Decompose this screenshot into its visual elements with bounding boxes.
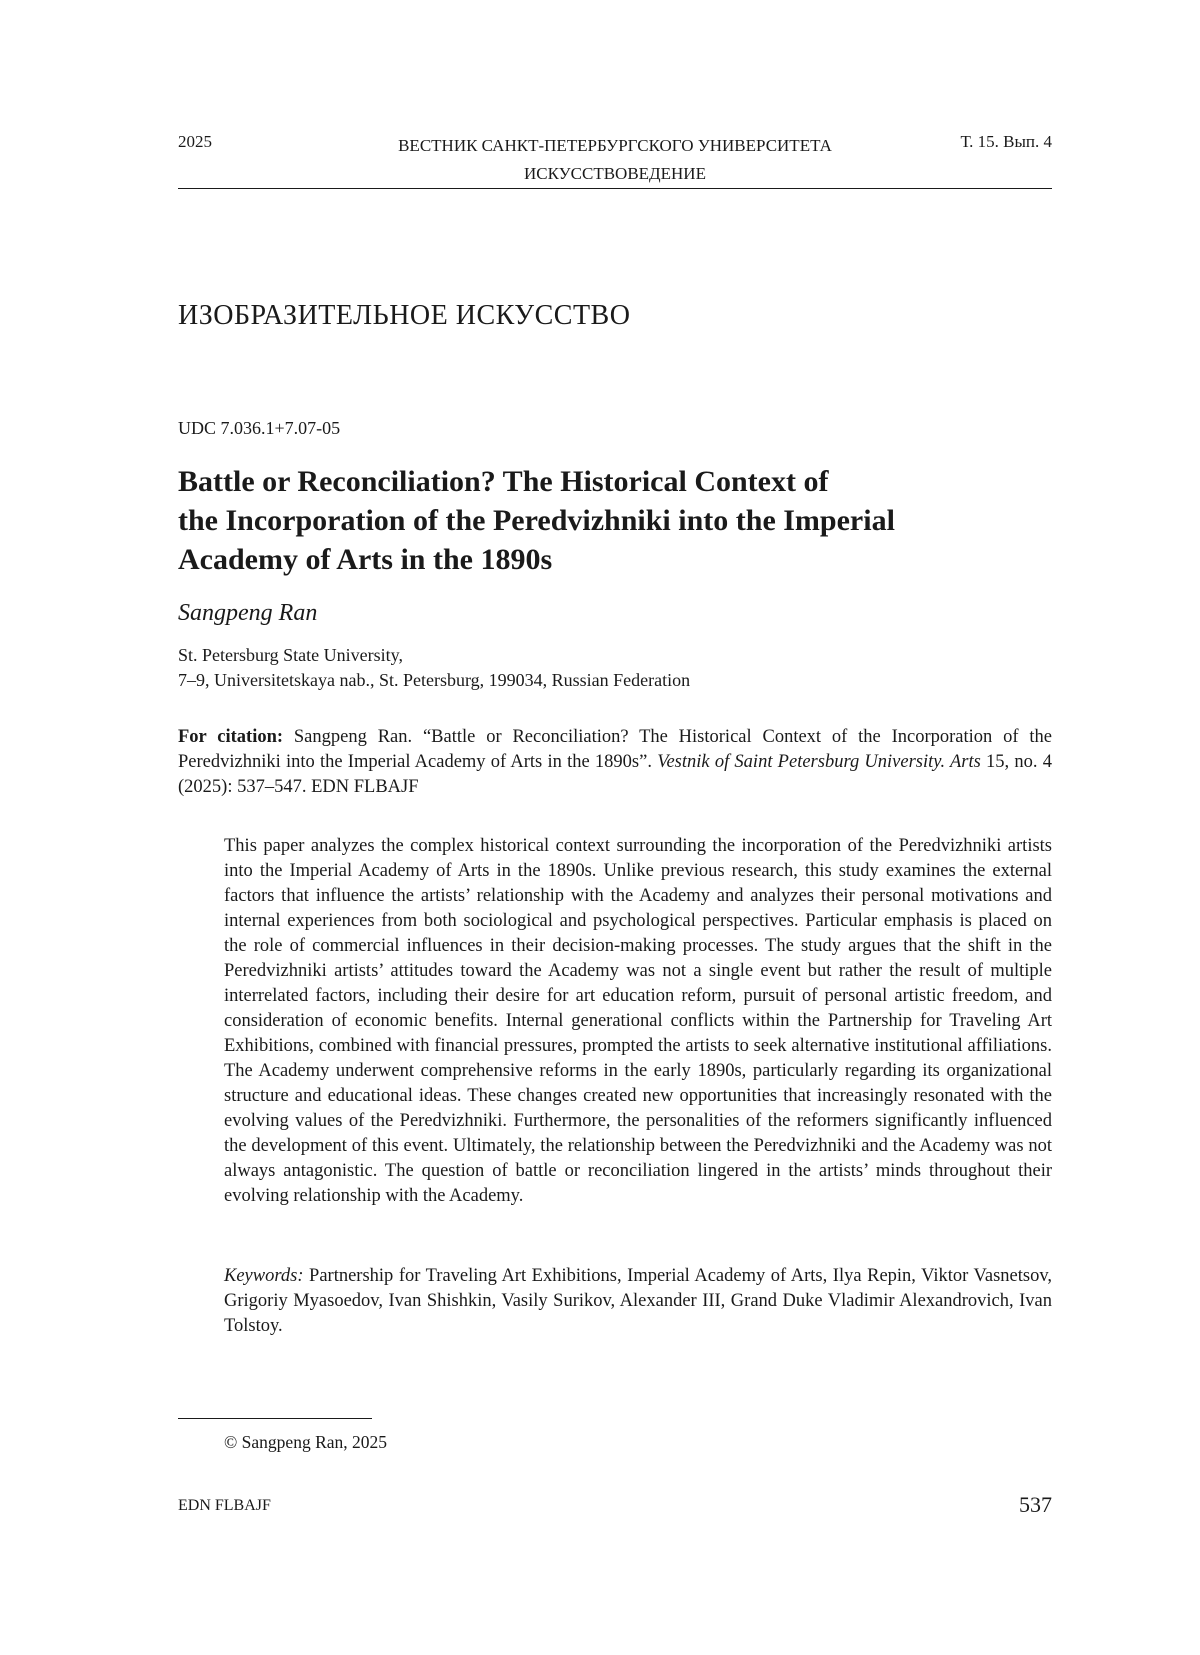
author-affiliation bbox=[178, 643, 690, 693]
header-year: 2025 bbox=[178, 132, 212, 151]
affiliation-line1: St. Petersburg State University, bbox=[178, 645, 403, 665]
citation-text: Sangpeng Ran. “Battle or Reconciliation? The Historical Context of the Incorporation of the Peredvizhniki into the Imperial Academy of Arts in the 1890s”. bbox=[178, 727, 1052, 772]
citation-tail: 15, no. 4 (2025): 537–547. EDN FLBAJF bbox=[178, 752, 1053, 797]
citation bbox=[178, 725, 1052, 800]
page-number: 537 bbox=[1019, 1492, 1052, 1517]
affiliation-line2: 7–9, Universitetskaya nab., St. Petersburg, 199034, Russian Federation bbox=[178, 670, 691, 690]
footnote-divider bbox=[178, 1418, 372, 1419]
citation-label: For citation: bbox=[178, 727, 284, 747]
udc-code: UDC 7.036.1+7.07-05 bbox=[178, 418, 341, 438]
keywords-text: Partnership for Traveling Art Exhibitions, Imperial Academy of Arts, Ilya Repin, Viktor Vasnetsov, Grigoriy Myasoedov, Ivan Shishkin, Vasily Surikov, Alexander III, Grand Duke Vladimir Alexandrovich, Ivan Tolstoy. bbox=[224, 1266, 1052, 1336]
header-volume: Т. 15. Вып. 4 bbox=[960, 132, 1052, 151]
header-journal-title bbox=[178, 132, 1052, 188]
article-page bbox=[178, 0, 1052, 1655]
header-journal-line1: ВЕСТНИК САНКТ-ПЕТЕРБУРГСКОГО УНИВЕРСИТЕТА bbox=[398, 136, 832, 155]
article-title-line: the Incorporation of the Peredvizhniki into the Imperial bbox=[178, 504, 895, 537]
article-title bbox=[178, 462, 1052, 579]
author-name: Sangpeng Ran bbox=[178, 600, 318, 626]
article-title-line: Academy of Arts in the 1890s bbox=[178, 543, 553, 576]
copyright-notice: © Sangpeng Ran, 2025 bbox=[224, 1432, 388, 1452]
citation-journal: Vestnik of Saint Petersburg University. Arts bbox=[657, 752, 981, 772]
article-title-line: Battle or Reconciliation? The Historical Context of bbox=[178, 465, 829, 498]
running-header bbox=[178, 130, 1052, 189]
abstract: This paper analyzes the complex historical context surrounding the incorporation of the Peredvizhniki artists into the Imperial Academy of Arts in the 1890s. Unlike previous research, this study examines the external factors that influence the artists’ relationship with the Academy and analyzes their personal motivations and internal experiences from both sociological and psychological perspectives. Particular emphasis is placed on the role of commercial influences in their decision-making processes. The study argues that the shift in the Peredvizhniki artists’ attitudes toward the Academy was not a single event but rather the result of multiple interrelated factors, including their desire for art education reform, pursuit of personal artistic freedom, and consideration of economic benefits. Internal generational conflicts within the Partnership for Traveling Art Exhibitions, combined with financial pressures, prompted the artists to seek alternative institutional affiliations. The Academy underwent comprehensive reforms in the early 1890s, particularly regarding its organizational structure and educational ideas. These changes created new opportunities that increasingly resonated with the evolving values of the Peredvizhniki. Furthermore, the personalities of the reformers significantly influenced the development of this event. Ultimately, the relationship between the Peredvizhniki and the Academy was not always antagonistic. The question of battle or reconciliation lingered in the artists’ minds throughout their evolving relationship with the Academy. bbox=[224, 836, 1052, 1206]
header-journal-line2: ИСКУССТВОВЕДЕНИЕ bbox=[524, 164, 706, 183]
footer-edn: EDN FLBAJF bbox=[178, 1497, 271, 1514]
keywords-label: Keywords: bbox=[224, 1266, 304, 1286]
keywords bbox=[224, 1264, 1052, 1339]
section-title: ИЗОБРАЗИТЕЛЬНОЕ ИСКУССТВО bbox=[178, 300, 631, 331]
